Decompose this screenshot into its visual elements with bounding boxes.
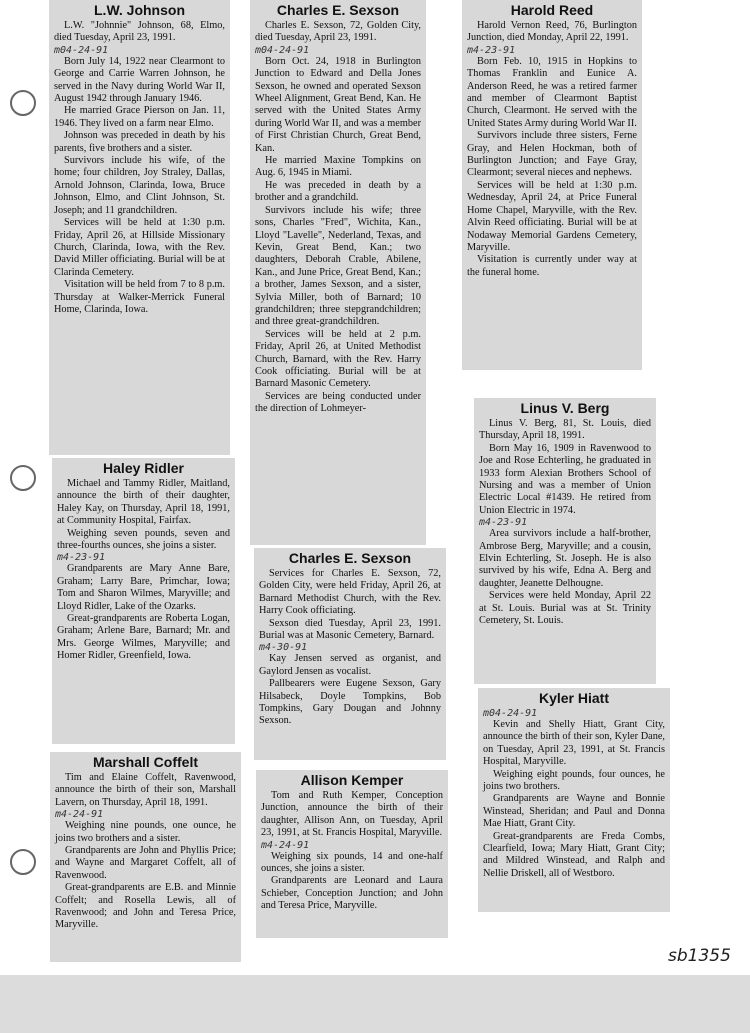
- paragraph: Area survivors include a half-brother, Ambrose Berg, Maryville; and a cousin, Elvin Echterling, St. Joseph. He is also survived by his wife, Edna A. Berg and daughter, Jeanette Delhougne.: [479, 528, 651, 589]
- clipping-marshall-coffelt: [50, 752, 241, 962]
- paragraph: Born Oct. 24, 1918 in Burlington Junction to Edward and Della Jones Sexson, he owned and operated Sexson Wheel Alignment, Great Bend, Kan. He served with the United States Army during World War II, and was a member of First Christian Church, Great Bend, Kan.: [255, 55, 421, 154]
- handwritten-signature: sb1355: [668, 946, 731, 966]
- paragraph: Kay Jensen served as organist, and Gaylord Jensen as vocalist.: [259, 653, 441, 677]
- paragraph: Services will be held at 2 p.m. Friday, April 26, at United Methodist Church, Barnard, with the Rev. Harry Cook officiating. Burial will be at Barnard Masonic Cemetery.: [255, 328, 421, 390]
- paragraph: Survivors include three sisters, Ferne Gray, and Helen Hockman, both of Burlington Junction; and Faye Gray, Clearmont; several nieces and nephews.: [467, 130, 637, 179]
- paragraph: Survivors include his wife; three sons, Charles "Fred", Wichita, Kan., Lloyd "Lavelle", Nederland, Texas, and Kevin, Great Bend, Kan.; two daughters, Deborah Crable, Abilene, Kan., and June Price, Great Bend, Kan.; a brother, James Sexson, and a sister, Sylvia Miller, both of Barnard; 10 grandchildren; three stepgrandchildren; and three great-grandchildren.: [255, 204, 421, 328]
- paragraph: Weighing six pounds, 14 and one-half ounces, she joins a sister.: [261, 850, 443, 875]
- paragraph: Charles E. Sexson, 72, Golden City, died Tuesday, April 23, 1991.: [255, 20, 421, 44]
- paragraph: Weighing seven pounds, seven and three-fourths ounces, she joins a sister.: [57, 527, 230, 552]
- handwritten-date: m4-24-91: [261, 839, 310, 851]
- handwritten-date: m04-24-91: [255, 44, 310, 56]
- paragraph: Linus V. Berg, 81, St. Louis, died Thursday, April 18, 1991.: [479, 418, 651, 442]
- paragraph: Weighing eight pounds, four ounces, he joins two brothers.: [483, 768, 665, 793]
- handwritten-date: m4-30-91: [259, 642, 308, 654]
- clipping-title: Linus V. Berg: [520, 400, 610, 416]
- clipping-title: Kyler Hiatt: [538, 690, 610, 706]
- paragraph: Born May 16, 1909 in Ravenwood to Joe and Rose Echterling, he graduated in 1933 form Alexian Brothers School of Nursing and was a member of Union Electric Local #1439. He retired from Union Electric in 1974.: [479, 442, 651, 516]
- binder-hole: [10, 90, 36, 116]
- paragraph: Services will be held at 1:30 p.m. Friday, April 26, at Hillside Missionary Church, Clarinda, Iowa, with the Rev. David Miller officiating. Burial will be at Clarinda Cemetery.: [54, 217, 225, 278]
- paragraph: Great-grandparents are E.B. and Minnie Coffelt; and Rosella Lewis, all of Ravenwood; and John and Teresa Price, Maryville.: [55, 882, 236, 931]
- clipping-lw-johnson: [49, 0, 230, 455]
- paragraph: Services are being conducted under the direction of Lohmeyer-: [255, 390, 421, 415]
- paragraph: Johnson was preceded in death by his parents, five brothers and a sister.: [54, 130, 225, 154]
- paragraph: Born Feb. 10, 1915 in Hopkins to Thomas Franklin and Eunice A. Anderson Reed, he was a retired farmer and member of Clearmont Baptist Church, Clearmont. He served with the United States Army during World War II.: [467, 55, 637, 129]
- paragraph: He was preceded in death by a brother and a grandchild.: [255, 179, 421, 204]
- clipping-title: Charles E. Sexson: [288, 550, 412, 566]
- paragraph: Sexson died Tuesday, April 23, 1991. Burial was at Masonic Cemetery, Barnard.: [259, 617, 441, 642]
- page-bottom-margin: [0, 975, 750, 1033]
- paragraph: Pallbearers were Eugene Sexson, Gary Hilsabeck, Doyle Tompkins, Bob Tompkins, Gary Dougan and Johnny Sexson.: [259, 678, 441, 727]
- paragraph: Grandparents are Mary Anne Bare, Graham; Larry Bare, Primchar, Iowa; Tom and Sharon Wilmes, Maryville; and Lloyd Ridler, Lake of the Ozarks.: [57, 563, 230, 612]
- paragraph: Survivors include his wife, of the home; four children, Joy Straley, Dallas, Arnold Johnson, Clarinda, Iowa, Bruce Johnson, Elmo, and Clint Johnson, St. Joseph; and 11 grandchildren.: [54, 155, 225, 216]
- handwritten-date: m04-24-91: [483, 708, 538, 719]
- paragraph: Visitation will be held from 7 to 8 p.m. Thursday at Walker-Merrick Funeral Home, Clarinda, Iowa.: [54, 279, 225, 315]
- clipping-charles-sexson-obituary: [250, 0, 426, 545]
- clipping-harold-reed: [462, 0, 642, 370]
- paragraph: Services will be held at 1:30 p.m. Wednesday, April 24, at Price Funeral Home Chapel, Maryville, with the Rev. Alvin Reed officiating. Burial will be at Nodaway Memorial Gardens Cemetery, Maryville.: [467, 179, 637, 253]
- paragraph: L.W. "Johnnie" Johnson, 68, Elmo, died Tuesday, April 23, 1991.: [54, 20, 225, 44]
- clipping-title: Harold Reed: [510, 2, 594, 18]
- paragraph: Great-grandparents are Freda Combs, Clearfield, Iowa; Mary Hiatt, Grant City; and Mildred Winstead, and Ralph and Nellie Driskell, all of Westboro.: [483, 830, 665, 879]
- binder-hole: [10, 849, 36, 875]
- paragraph: Great-grandparents are Roberta Logan, Graham; Arlene Bare, Barnard; Mr. and Mrs. George Wilmes, Maryville; and Homer Ridler, Greenfield, Iowa.: [57, 613, 230, 662]
- paragraph: Tim and Elaine Coffelt, Ravenwood, announce the birth of their son, Marshall Lavern, on Thursday, April 18, 1991.: [55, 772, 236, 808]
- clipping-title: Haley Ridler: [103, 460, 184, 476]
- handwritten-date: m4-23-91: [57, 552, 106, 564]
- clipping-charles-sexson-services: [254, 548, 446, 760]
- clipping-title: Marshall Coffelt: [92, 754, 198, 770]
- clipping-title: L.W. Johnson: [94, 2, 185, 18]
- paragraph: Grandparents are John and Phyllis Price; and Wayne and Margaret Coffelt, all of Ravenwood.: [55, 845, 236, 881]
- paragraph: Weighing nine pounds, one ounce, he joins two brothers and a sister.: [55, 820, 236, 844]
- paragraph: Born July 14, 1922 near Clearmont to George and Carrie Warren Johnson, he served in the Navy during World War II, August 1942 through January 1946.: [54, 55, 225, 105]
- binder-hole: [10, 465, 36, 491]
- paragraph: Grandparents are Leonard and Laura Schieber, Conception Junction; and John and Teresa Price, Maryville.: [261, 875, 443, 912]
- clipping-title: Allison Kemper: [300, 772, 404, 788]
- paragraph: He married Maxine Tompkins on Aug. 6, 1945 in Miami.: [255, 155, 421, 179]
- paragraph: Harold Vernon Reed, 76, Burlington Junction, died Monday, April 22, 1991.: [467, 20, 637, 44]
- paragraph: Grandparents are Wayne and Bonnie Winstead, Sheridan; and Paul and Donna Mae Hiatt, Grant City.: [483, 793, 665, 830]
- clipping-kyler-hiatt: [478, 688, 670, 912]
- handwritten-date: m4-24-91: [55, 809, 104, 821]
- clipping-title: Charles E. Sexson: [276, 2, 400, 18]
- handwritten-date: m4-23-91: [479, 517, 528, 529]
- handwritten-date: m04-24-91: [54, 44, 109, 56]
- clipping-linus-berg: [474, 398, 656, 684]
- clipping-allison-kemper: [256, 770, 448, 938]
- clipping-haley-ridler: [52, 458, 235, 744]
- paragraph: Services for Charles E. Sexson, 72, Golden City, were held Friday, April 26, at Barnard Methodist Church, with the Rev. Harry Cook officiating.: [259, 568, 441, 617]
- paragraph: Michael and Tammy Ridler, Maitland, announce the birth of their daughter, Haley Kay, on Thursday, April 18, 1991, at Community Hospital, Fairfax.: [57, 478, 230, 527]
- paragraph: Tom and Ruth Kemper, Conception Junction, announce the birth of their daughter, Allison Ann, on Tuesday, April 23, 1991, at St. Francis Hospital, Maryville.: [261, 790, 443, 839]
- paragraph: Services were held Monday, April 22 at St. Louis. Burial was at St. Trinity Cemetery, St. Louis.: [479, 590, 651, 627]
- paragraph: Visitation is currently under way at the funeral home.: [467, 254, 637, 278]
- paragraph: He married Grace Pierson on Jan. 11, 1946. They lived on a farm near Elmo.: [54, 105, 225, 129]
- handwritten-date: m4-23-91: [467, 44, 516, 56]
- paragraph: Kevin and Shelly Hiatt, Grant City, announce the birth of their son, Kyler Dane, on Tuesday, April 23, 1991, at St. Francis Hospital, Maryville.: [483, 719, 665, 768]
